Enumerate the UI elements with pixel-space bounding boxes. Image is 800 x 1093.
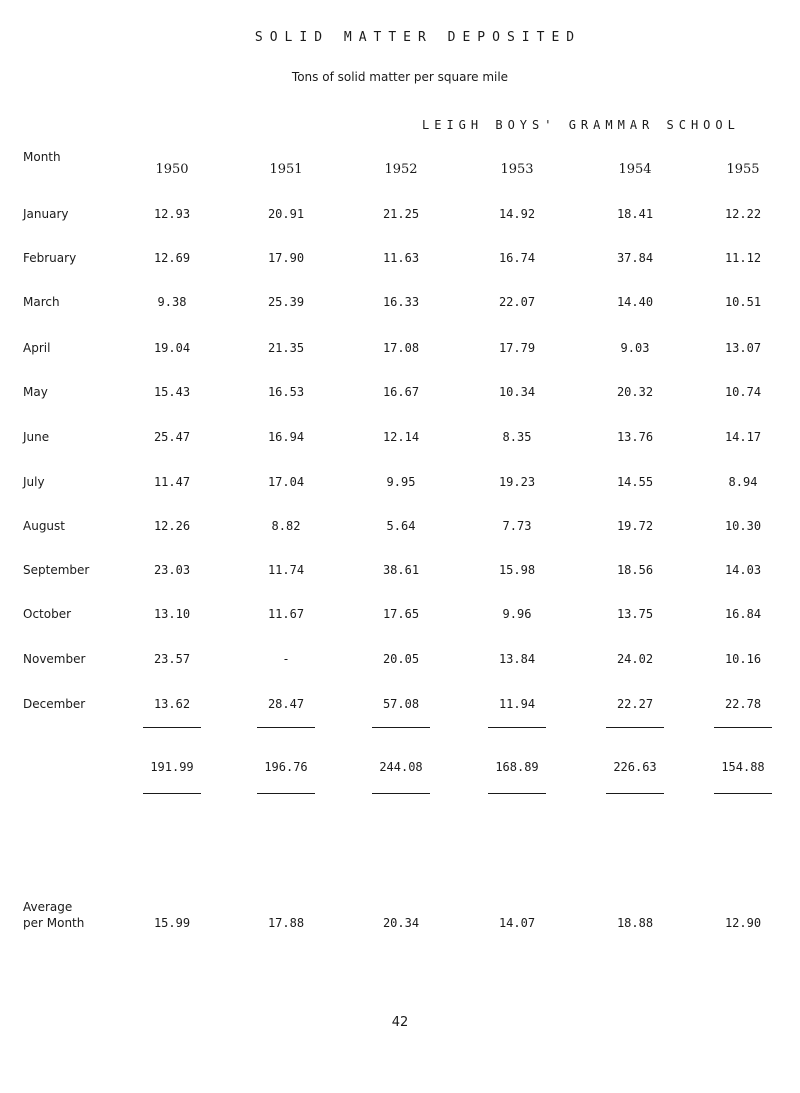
value-cell: 9.03 — [620, 341, 650, 355]
total-cell: 244.08 — [379, 760, 423, 774]
value-cell: - — [282, 652, 290, 666]
value-cell: 14.17 — [724, 430, 762, 444]
value-cell: 22.07 — [498, 295, 536, 309]
value-cell: 14.55 — [616, 475, 654, 489]
value-cell: 19.72 — [616, 519, 654, 533]
value-cell: 13.07 — [724, 341, 762, 355]
school-heading: LEIGH BOYS' GRAMMAR SCHOOL — [422, 118, 740, 132]
value-cell: 13.76 — [616, 430, 654, 444]
month-label: October — [23, 607, 72, 621]
table-row — [0, 341, 800, 361]
value-cell: 17.08 — [382, 341, 420, 355]
page-number: 42 — [391, 1015, 409, 1030]
year-header: 1950 — [155, 162, 189, 177]
rule-line — [143, 727, 201, 728]
value-cell: 23.57 — [153, 652, 191, 666]
value-cell: 8.94 — [728, 475, 758, 489]
month-label: April — [23, 341, 51, 355]
value-cell: 8.82 — [271, 519, 301, 533]
value-cell: 18.41 — [616, 207, 654, 221]
value-cell: 11.63 — [382, 251, 420, 265]
value-cell: 38.61 — [382, 563, 420, 577]
year-header: 1954 — [618, 162, 652, 177]
value-cell: 22.78 — [724, 697, 762, 711]
table-row — [0, 519, 800, 539]
value-cell: 25.39 — [267, 295, 305, 309]
value-cell: 16.67 — [382, 385, 420, 399]
value-cell: 37.84 — [616, 251, 654, 265]
value-cell: 24.02 — [616, 652, 654, 666]
value-cell: 13.62 — [153, 697, 191, 711]
value-cell: 10.51 — [724, 295, 762, 309]
page-title: SOLID MATTER DEPOSITED — [254, 30, 582, 45]
value-cell: 20.05 — [382, 652, 420, 666]
year-header: 1952 — [384, 162, 418, 177]
rule-line — [606, 793, 664, 794]
average-cell: 17.88 — [267, 916, 305, 930]
average-label-line: per Month — [23, 916, 85, 930]
rule-line — [714, 793, 772, 794]
rule-line — [606, 727, 664, 728]
value-cell: 23.03 — [153, 563, 191, 577]
value-cell: 11.67 — [267, 607, 305, 621]
year-header: 1951 — [269, 162, 303, 177]
value-cell: 12.14 — [382, 430, 420, 444]
rule-line — [257, 727, 315, 728]
table-row — [0, 563, 800, 583]
value-cell: 17.04 — [267, 475, 305, 489]
value-cell: 14.40 — [616, 295, 654, 309]
table-row — [0, 607, 800, 627]
value-cell: 16.53 — [267, 385, 305, 399]
value-cell: 25.47 — [153, 430, 191, 444]
totals-row — [0, 760, 800, 780]
value-cell: 16.84 — [724, 607, 762, 621]
value-cell: 10.30 — [724, 519, 762, 533]
total-cell: 226.63 — [613, 760, 657, 774]
table-row — [0, 430, 800, 450]
month-label: May — [23, 385, 48, 399]
value-cell: 12.26 — [153, 519, 191, 533]
table-row — [0, 385, 800, 405]
average-cell: 18.88 — [616, 916, 654, 930]
rule-line — [257, 793, 315, 794]
table-row — [0, 475, 800, 495]
value-cell: 13.84 — [498, 652, 536, 666]
value-cell: 14.92 — [498, 207, 536, 221]
month-label: June — [23, 430, 50, 444]
rule-line — [488, 727, 546, 728]
value-cell: 16.94 — [267, 430, 305, 444]
total-cell: 191.99 — [150, 760, 194, 774]
value-cell: 22.27 — [616, 697, 654, 711]
page-subtitle: Tons of solid matter per square mile — [291, 70, 509, 84]
total-cell: 196.76 — [264, 760, 308, 774]
value-cell: 21.35 — [267, 341, 305, 355]
value-cell: 10.34 — [498, 385, 536, 399]
rule-line — [372, 727, 430, 728]
value-cell: 13.75 — [616, 607, 654, 621]
value-cell: 19.23 — [498, 475, 536, 489]
value-cell: 17.65 — [382, 607, 420, 621]
value-cell: 7.73 — [502, 519, 532, 533]
value-cell: 5.64 — [386, 519, 416, 533]
value-cell: 28.47 — [267, 697, 305, 711]
rule-line — [714, 727, 772, 728]
month-label: February — [23, 251, 77, 265]
average-label-line: Average — [23, 900, 73, 914]
value-cell: 16.74 — [498, 251, 536, 265]
table-row — [0, 207, 800, 227]
month-column-header: Month — [23, 150, 61, 164]
table-row — [0, 295, 800, 315]
value-cell: 57.08 — [382, 697, 420, 711]
value-cell: 9.38 — [157, 295, 187, 309]
value-cell: 11.74 — [267, 563, 305, 577]
average-cell: 14.07 — [498, 916, 536, 930]
value-cell: 21.25 — [382, 207, 420, 221]
table-row — [0, 697, 800, 717]
value-cell: 10.16 — [724, 652, 762, 666]
rule-line — [143, 793, 201, 794]
averages-row — [0, 916, 800, 936]
total-cell: 154.88 — [721, 760, 765, 774]
value-cell: 11.47 — [153, 475, 191, 489]
value-cell: 15.98 — [498, 563, 536, 577]
value-cell: 16.33 — [382, 295, 420, 309]
value-cell: 12.93 — [153, 207, 191, 221]
value-cell: 14.03 — [724, 563, 762, 577]
rule-line — [488, 793, 546, 794]
month-label: January — [23, 207, 69, 221]
value-cell: 13.10 — [153, 607, 191, 621]
total-cell: 168.89 — [495, 760, 539, 774]
value-cell: 20.32 — [616, 385, 654, 399]
value-cell: 19.04 — [153, 341, 191, 355]
table-row — [0, 652, 800, 672]
average-cell: 20.34 — [382, 916, 420, 930]
year-header: 1955 — [726, 162, 760, 177]
month-label: July — [23, 475, 45, 489]
value-cell: 9.95 — [386, 475, 416, 489]
month-label: November — [23, 652, 86, 666]
year-header: 1953 — [500, 162, 534, 177]
value-cell: 20.91 — [267, 207, 305, 221]
value-cell: 12.22 — [724, 207, 762, 221]
value-cell: 17.90 — [267, 251, 305, 265]
month-label: August — [23, 519, 65, 533]
value-cell: 11.94 — [498, 697, 536, 711]
month-label: March — [23, 295, 60, 309]
rule-line — [372, 793, 430, 794]
average-cell: 12.90 — [724, 916, 762, 930]
month-label: December — [23, 697, 86, 711]
month-label: September — [23, 563, 90, 577]
value-cell: 9.96 — [502, 607, 532, 621]
value-cell: 12.69 — [153, 251, 191, 265]
value-cell: 15.43 — [153, 385, 191, 399]
value-cell: 17.79 — [498, 341, 536, 355]
value-cell: 8.35 — [502, 430, 532, 444]
value-cell: 11.12 — [724, 251, 762, 265]
table-row — [0, 251, 800, 271]
value-cell: 18.56 — [616, 563, 654, 577]
average-cell: 15.99 — [153, 916, 191, 930]
value-cell: 10.74 — [724, 385, 762, 399]
